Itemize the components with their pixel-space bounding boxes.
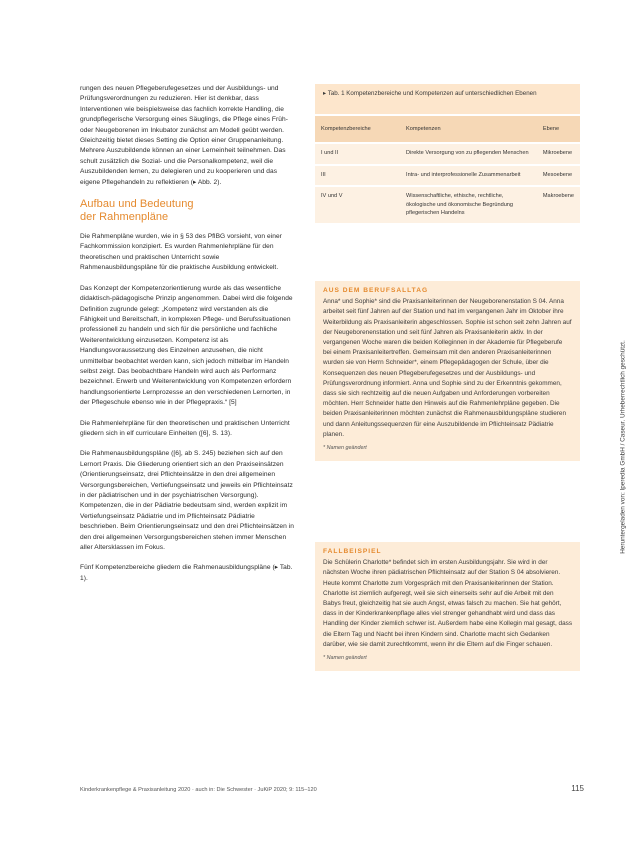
body-paragraph: Die Rahmenpläne wurden, wie in § 53 des PflBG vorsieht, von einer Fachkommission konzipiert. Es wurden Rahmenlehrpläne für den theoretischen und praktischen Unterricht sowie Rahmenausbildungspläne für die praktische Ausbildung entwickelt.: [80, 233, 282, 272]
table-cell: Mesoebene: [537, 165, 580, 186]
box-text: Die Schülerin Charlotte* befindet sich im ersten Ausbildungsjahr. Sie wird in der nächsten Woche ihren pädiatrischen Pflichteinsatz auf der Station S 04 absolvieren. Heute kommt Charlotte zum Vorgespräch mit den Praxisanleiterinnen der Station. Charlotte ist ziemlich aufgeregt, weil sie sich einerseits sehr auf die Arbeit mit den Babys freut, gleichzeitig hat sie auch Angst, etwas falsch zu machen. Sie hat gehört, dass in der Kinderkrankenpflage alles viel strenger gehandhabt wird und dass das Handling der Kinder ziemlich schwer ist. Außerdem habe eine Kollegin mal gesagt, dass die Eltern Tag und Nacht bei ihren Kindern sind. Charlotte macht sich Gedanken darüber, wie sie damit zurechtkommt, wenn ihr die Eltern auf die Finger schauen.: [323, 559, 573, 648]
body-paragraph: Fünf Kompetenzbereiche gliedern die Rahmenausbildungspläne (▸ Tab. 1).: [80, 564, 293, 582]
table-block: [315, 84, 580, 223]
table-caption: ▸ Tab. 1 Kompetenzbereiche und Kompetenzen auf unterschiedlichen Ebenen: [315, 84, 580, 114]
section-heading-line-2: der Rahmenpläne: [80, 211, 169, 224]
box-note: * Namen geändert: [323, 445, 367, 452]
table-header-cell: Kompetenzbereiche: [315, 116, 400, 143]
table-header-cell: Kompetenzen: [400, 116, 537, 143]
box-text: Anna* und Sophie* sind die Praxisanleiterinnen der Neugeborenenstation S 04. Anna arbeitet seit fünf Jahren auf der Station und hat im vergangenen Jahr im Oktober ihre Weiterbildung als Praxisanleiterin abgeschlossen. Sophie ist schon seit zehn Jahren auf der Neugeborenenstation und seit fünf Jahren als Praxisanleiterin aktiv. In der vergangenen Woche waren die beiden Kolleginnen in der Akademie für Pflegeberufe bei einem Praxisanleitertreffen. Gemeinsam mit den anderen Praxisanleiterinnen wurden sie von Herrn Schneider*, einem Pflegepädagogen der Schule, über die Konsequenzen des neuen Pflegeberufegesetzes und der Ausbildungs- und Prüfungsverordnung informiert. Anna und Sophie sind zu der Erkenntnis gekommen, dass sie sich rechtzeitig auf die neuen Aufgaben und Anforderungen vorbereiten möchten. Herr Schneider hatte den Hinweis auf die Rahmenlehrpläne gegeben. Die beiden Praxisanleiterinnen möchten zunächst die Rahmenausbildungspläne studieren und dann Anleitungssequenzen für eine Auszubildende im Pflichteinsatz Pädiatrie planen.: [323, 298, 572, 438]
box-heading: FALLBEISPIEL: [323, 548, 382, 555]
left-column: [80, 84, 295, 594]
table-row: [315, 186, 580, 223]
page-number: 115: [571, 784, 584, 793]
table-header-cell: Ebene: [537, 116, 580, 143]
table-cell: III: [315, 165, 400, 186]
table-row: [315, 143, 580, 164]
body-paragraph: Das Konzept der Kompetenzorientierung wurde als das wesentliche didaktisch-pädagogische Prinzip angenommen. Dabei wird die folgende Definition zugrunde gelegt: „Kompetenz wird verstanden als die Fähigkeit und Bereitschaft, in komplexen Pflege- und Berufssituationen professionell zu handeln und sich für die persönliche und fachliche Weiterentwicklung einzusetzen. Kompetenz ist als Handlungsvoraussetzung des Einzelnen anzusehen, die nicht unmittelbar beobachtet werden kann, sich jedoch mittelbar im Handeln selbst zeigt. Das beobachtbare Handeln wird auch als Performanz bezeichnet. Erwerb und Weiterentwicklung von Kompetenzen erfordern handlungsorientierte Lernprozesse an den verschiedenen Lernorten, in der Pflegeschule ebenso wie in der Pflegepraxis.“ [5]: [80, 284, 293, 407]
download-notice: [617, 302, 629, 592]
everyday-work-box: [315, 281, 580, 461]
competence-table: [315, 116, 580, 223]
table-cell: Makroebene: [537, 186, 580, 223]
table-cell: Direkte Versorgung von zu pflegenden Menschen: [400, 143, 537, 164]
box-heading: AUS DEM BERUFSALLTAG: [323, 287, 429, 294]
table-cell: Intra- und interprofessionelle Zusammenarbeit: [400, 165, 537, 186]
page-footer: Kinderkrankenpflege & Praxisanleitung 2020 · auch in: Die Schwester · JuKiP 2020; 9: 115–120: [80, 787, 317, 793]
download-notice-text: Heruntergeladen von: Iperedia GmbH / Caseur. Urheberrechtlich geschützt.: [619, 340, 627, 554]
case-example-box: [315, 542, 580, 671]
table-cell: I und II: [315, 143, 400, 164]
table-row: [315, 165, 580, 186]
table-cell: Mikroebene: [537, 143, 580, 164]
table-cell: IV und V: [315, 186, 400, 223]
body-paragraph: rungen des neuen Pflegeberufegesetzes und der Ausbildungs- und Prüfungsverordnungen zu reduzieren. Hier ist denkbar, dass Interventionen wie beispielsweise das fachlich korrekte Handling, die grundpflegerische Versorgung eines Säuglings, die Pflege eines Früh- oder Neugeborenen im Inkubator zunächst am Modell geübt werden. Gleichzeitig bietet dieses Setting die Option einer Gruppenanleitung. Mehrere Auszubildende können an einer Lerneinheit teilnehmen. Das schult zusätzlich die Sozial- und die Personalkompetenz, weil die Auszubildenden lernen, zu delegieren und zu kooperieren und das eigene Pflegehandeln zu reflektieren (▸ Abb. 2).: [80, 85, 288, 186]
table-cell: Wissenschaftliche, ethische, rechtliche, ökologische und ökonomische Begründung pflegerischen Handelns: [400, 186, 537, 223]
body-paragraph: Die Rahmenausbildungspläne ([6], ab S. 245) beziehen sich auf den Lernort Praxis. Die Gliederung orientiert sich an den Praxiseinsätzen (Orientierungseinsatz, drei Pflichteinsätze in den drei allgemeinen Versorgungsbereichen, Vertiefungseinsatz und jeweils ein Pflichteinsatz in der pädiatrischen und in der psychiatrischen Versorgung). Kompetenzen, die in der Pädiatrie bedeutsam sind, werden explizit im Vertiefungseinsatz Pädiatrie und im Pflichteinsatz Pädiatrie beschrieben. Beim Orientierungseinsatz und den drei Pflichteinsätzen in den drei allgemeinen Versorgungsbereichen stehen immer Menschen aller Altersklassen im Fokus.: [80, 450, 294, 552]
section-heading: [80, 198, 295, 224]
section-heading-line-1: Aufbau und Bedeutung: [80, 198, 194, 211]
box-note: * Namen geändert: [323, 655, 367, 662]
table-header-row: [315, 116, 580, 143]
body-paragraph: Die Rahmenlehrpläne für den theoretischen und praktischen Unterricht gliedern sich in elf curriculare Einheiten ([6], S. 13).: [80, 419, 290, 437]
